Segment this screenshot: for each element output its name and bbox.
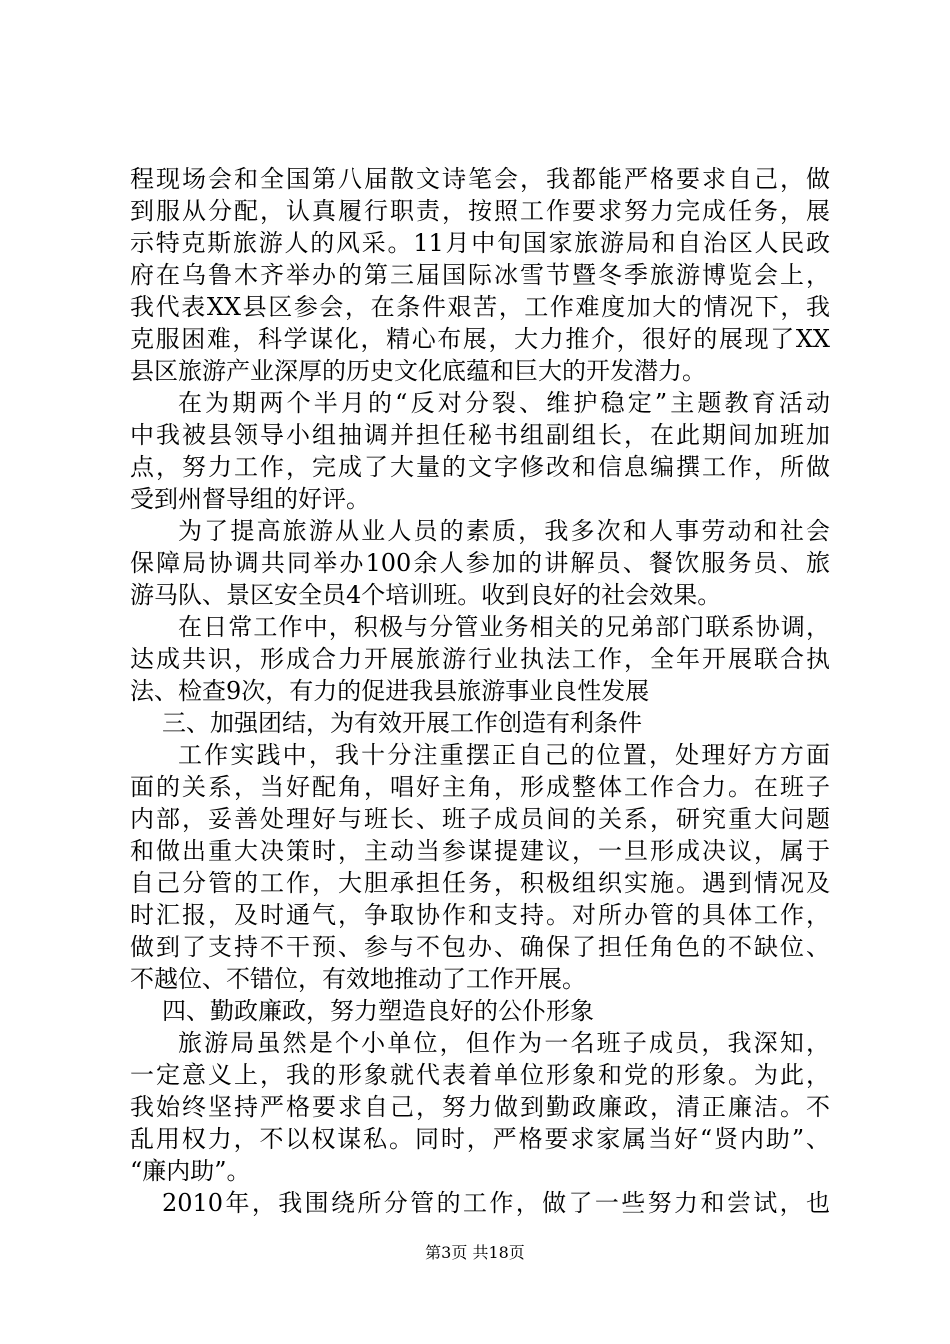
text-line: 到服从分配，认真履行职责，按照工作要求努力完成任务，展 (130, 197, 830, 225)
text-line: 自己分管的工作，大胆承担任务，积极组织实施。遇到情况及 (130, 869, 830, 897)
paragraph-start-line: 工作实践中，我十分注重摆正自己的位置，处理好方方面 (178, 741, 830, 769)
text-line: 面的关系，当好配角，唱好主角，形成整体工作合力。在班子 (130, 773, 830, 801)
text-line: 我始终坚持严格要求自己，努力做到勤政廉政，清正廉洁。不 (130, 1093, 830, 1121)
text-line: 内部，妥善处理好与班长、班子成员间的关系，研究重大问题 (130, 805, 830, 833)
section-heading: 三、加强团结，为有效开展工作创造有利条件 (162, 709, 642, 737)
text-line: 时汇报，及时通气，争取协作和支持。对所办管的具体工作， (130, 901, 830, 929)
text-line: 一定意义上，我的形象就代表着单位形象和党的形象。为此， (130, 1061, 830, 1089)
page-number-footer: 第3页 共18页 (425, 1243, 525, 1262)
paragraph-start-line: 在日常工作中，积极与分管业务相关的兄弟部门联系协调， (178, 613, 830, 641)
text-line: 克服困难，科学谋化，精心布展，大力推介，很好的展现了XX (130, 325, 830, 353)
paragraph-start-line: 2010年，我围绕所分管的工作，做了一些努力和尝试，也 (162, 1189, 830, 1217)
paragraph-start-line: 为了提高旅游从业人员的素质，我多次和人事劳动和社会 (178, 517, 830, 545)
text-line: 和做出重大决策时，主动当参谋提建议，一旦形成决议，属于 (130, 837, 830, 865)
text-line: 示特克斯旅游人的风采。11月中旬国家旅游局和自治区人民政 (130, 229, 830, 257)
text-line: 我代表XX县区参会，在条件艰苦，工作难度加大的情况下，我 (130, 293, 830, 321)
text-line: 县区旅游产业深厚的历史文化底蕴和巨大的开发潜力。 (130, 357, 706, 385)
text-line: 中我被县领导小组抽调并担任秘书组副组长，在此期间加班加 (130, 421, 830, 449)
text-line: 程现场会和全国第八届散文诗笔会，我都能严格要求自己，做 (130, 165, 830, 193)
text-line: 做到了支持不干预、参与不包办、确保了担任角色的不缺位、 (130, 933, 830, 961)
paragraph-start-line: 在为期两个半月的“反对分裂、维护稳定”主题教育活动 (178, 389, 830, 417)
text-line: 点，努力工作，完成了大量的文字修改和信息编撰工作，所做 (130, 453, 830, 481)
text-line: 达成共识，形成合力开展旅游行业执法工作，全年开展联合执 (130, 645, 830, 673)
text-line: 保障局协调共同举办100余人参加的讲解员、餐饮服务员、旅 (130, 549, 830, 577)
text-line: 乱用权力，不以权谋私。同时，严格要求家属当好“贤内助”、 (130, 1125, 830, 1153)
paragraph-start-line: 旅游局虽然是个小单位，但作为一名班子成员，我深知， (178, 1029, 830, 1057)
section-heading: 四、勤政廉政，努力塑造良好的公仆形象 (162, 997, 594, 1025)
text-line: 府在乌鲁木齐举办的第三届国际冰雪节暨冬季旅游博览会上， (130, 261, 830, 289)
text-line: 游马队、景区安全员4个培训班。收到良好的社会效果。 (130, 581, 722, 609)
text-line: 法、检查9次，有力的促进我县旅游事业良性发展 (130, 677, 650, 705)
document-body (130, 163, 830, 1219)
text-line: 不越位、不错位，有效地推动了工作开展。 (130, 965, 586, 993)
text-line: 受到州督导组的好评。 (130, 485, 370, 513)
text-line: “廉内助”。 (130, 1157, 251, 1185)
